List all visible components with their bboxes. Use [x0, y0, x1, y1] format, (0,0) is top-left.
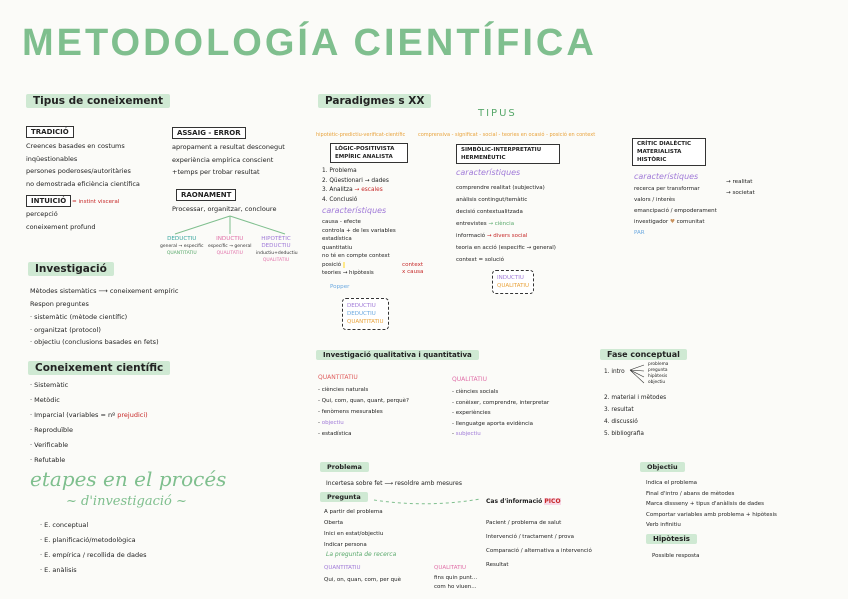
tradicio-list: [26, 140, 140, 190]
objectiu-item: Marca dissseny + tipus d'anàlisis de dades: [646, 501, 765, 507]
quanti-item: - ciències naturals: [318, 387, 369, 393]
investigacio-list: [30, 311, 159, 349]
interpretatiu-char: decisió contextualitzada: [456, 209, 523, 215]
pregunta-header: Pregunta: [320, 492, 368, 502]
etapa-item: · E. empírica / recollida de dades: [40, 551, 147, 559]
interpretatiu-box: SIMBÒLIC-INTERPRETATIU HERMENÈUTIC: [456, 144, 560, 164]
critic-char-head: característiques: [634, 172, 699, 181]
page-title: METODOLOGÍA CIENTÍFICA: [22, 22, 597, 64]
interpretatiu-char-head: característiques: [456, 168, 521, 177]
critic-char: valors / interès: [634, 197, 675, 203]
intuicio-item: percepció: [26, 210, 58, 218]
pico-list: [486, 516, 592, 572]
investigacio-line: Mètodes sistemàtics ⟶ coneixement empíric: [30, 287, 179, 295]
cc-item: · Sistemàtic: [30, 381, 69, 389]
positivista-box: LÒGIC-POSITIVISTA EMPÍRIC ANALISTA: [330, 143, 408, 163]
cc-item: · Metòdic: [30, 396, 60, 404]
pregunta-item: Oberta: [324, 520, 343, 526]
interpretatiu-char: context = solució: [456, 257, 504, 263]
pregunta-quali-lines: fins quin punt... com ho viuen...: [434, 575, 478, 590]
cc-item: · Refutable: [30, 456, 66, 464]
pregunta-item: Indicar persona: [324, 542, 367, 548]
critic-char: emancipació / empoderament: [634, 208, 717, 214]
assaig-item: apropament a resultat desconegut: [172, 143, 285, 151]
interpretatiu-char: entrevistes → ciència: [456, 221, 515, 227]
critic-char: recerca per transformar: [634, 186, 700, 192]
assaig-box: ASSAIG - ERROR: [172, 127, 246, 139]
fase-step: 4. discussió: [604, 419, 638, 425]
tipus-label: TIPUS: [478, 108, 517, 119]
tradicio-box: TRADICIÓ: [26, 126, 74, 138]
coneixement-cientific-header: Coneixement científic: [28, 361, 170, 375]
branch-detail: inductiu+deductiu: [256, 251, 298, 256]
problema-header: Problema: [320, 462, 369, 472]
positivista-char: controla + de les variables: [322, 227, 396, 234]
branch-sub: QUANTITATIU: [166, 251, 197, 256]
pico-item: Resultat: [486, 562, 509, 568]
investigacio-item: · organitzat (protocol): [30, 325, 101, 334]
etapa-item: · E. conceptual: [40, 521, 89, 529]
quali-item: - subjectiu: [452, 431, 481, 437]
critic-chars: [634, 184, 717, 239]
branch-sub: QUALITATIU: [216, 251, 243, 256]
branch-sub: QUALITATIU: [262, 258, 290, 263]
pregunta-pico-connector: [372, 494, 482, 508]
positivista-step: 2. Qüestionari → dades: [322, 177, 389, 184]
pico-item: Comparació / alternativa a intervenció: [486, 548, 592, 554]
intuicio-item: coneixement profund: [26, 222, 96, 231]
branch-detail: específic → general: [208, 244, 252, 249]
assaig-list: [172, 141, 285, 179]
quali-list: [452, 387, 549, 440]
pregunta-recerca: La pregunta de recerca: [326, 551, 397, 558]
problema-line: Incertesa sobre fet ⟶ resoldre amb mesures: [326, 480, 462, 487]
fase-header: Fase conceptual: [600, 349, 687, 360]
critic-char: investigador ♥ comunitat: [634, 219, 705, 225]
interpretatiu-char: informació → divers social: [456, 233, 528, 239]
fase-step: 2. material i mètodes: [604, 395, 667, 401]
positivista-char: quantitatiu: [322, 244, 353, 251]
positivista-char: posició: [322, 261, 396, 270]
positivista-char-head: característiques: [322, 206, 387, 215]
positivista-step: 1. Problema: [322, 168, 357, 174]
fase-step: 5. bibliografia: [604, 431, 644, 437]
intuicio-note: = instint visceral: [72, 199, 120, 205]
interpretatiu-dashbox: INDUCTIU QUALITATIU: [492, 270, 534, 294]
interpretatiu-char: teoria en acció (especific → general): [456, 245, 556, 251]
fase-step-1: 1. intro: [604, 369, 625, 375]
fase-intro-notes: problema pregunta hipòtesis objectiu: [648, 362, 669, 385]
branch-label: DEDUCTIU: [167, 236, 197, 242]
critic-notes: → realitat → societat: [726, 179, 755, 196]
objectiu-header: Objectiu: [640, 462, 685, 472]
etapa-item: · E. anàlisis: [40, 566, 77, 574]
etapes-subtitle: ~ d'investigació ~: [66, 494, 187, 509]
intuicio-box: INTUICIÓ: [26, 195, 71, 207]
critic-box: CRÍTIC DIALÈCTIC MATERIALISTA HISTÒRIC: [632, 138, 706, 166]
tradicio-item: persones poderoses/autoritàries: [26, 167, 131, 175]
positivista-step: 3. Analitza → escales: [322, 187, 383, 193]
hipotesi-line: Possible resposta: [652, 553, 700, 559]
positivista-char: estadística: [322, 236, 352, 242]
fase-step: 3. resultat: [604, 407, 634, 413]
investigacio-item: · objectiu (conclusions basades en fets): [30, 338, 159, 346]
etapa-item: · E. planificació/metodològica: [40, 536, 136, 544]
cc-item: · Reproduïble: [30, 426, 73, 434]
pico-item: Pacient / problema de salut: [486, 520, 562, 526]
pregunta-quali-head: QUALITATIU: [434, 565, 467, 571]
interpretatiu-tag: comprensiva - significat - social - teories en ocasió - posició en context: [418, 132, 596, 138]
branch-label: INDUCTIU: [216, 236, 244, 242]
quali-item: - experiències: [452, 410, 491, 416]
pregunta-list: [324, 507, 383, 551]
quanti-item: - estadística: [318, 431, 352, 437]
positivista-dashbox: DEDUCTIU DEDUCTIU QUANTITATIU: [342, 298, 389, 330]
cas-informacio: Cas d'informació PICO: [486, 498, 561, 505]
interpretatiu-char: comprendre realitat (subjectiva): [456, 185, 545, 191]
raonament-box: RAONAMENT: [176, 189, 236, 201]
fase-steps: [604, 392, 666, 440]
etapes-title: etapes en el procés: [30, 467, 227, 491]
objectiu-item: Verb infinitiu: [646, 522, 681, 528]
heart-icon: ♥: [669, 219, 675, 225]
branch-label: HIPOTÈTIC DEDUCTIU: [261, 236, 291, 249]
positivista-notes: context x causa: [402, 262, 424, 275]
positivista-char: causa - efecte: [322, 219, 361, 225]
pregunta-item: Inici en estat/objectiu: [324, 531, 384, 537]
positivista-tag: hipotètic-predictiu-verificat-científic: [316, 132, 406, 138]
pico-item: Intervenció / tractament / prova: [486, 534, 574, 540]
paradigmes-header: Paradigmes s XX: [318, 94, 431, 108]
quanti-item: - fenòmens mesurables: [318, 409, 383, 415]
quali-head: QUALITATIU: [452, 376, 487, 383]
raonament-line: Processar, organitzar, concloure: [172, 205, 277, 213]
objectiu-item: Comportar variables amb problema + hipòtesis: [646, 511, 777, 518]
positivista-steps: [322, 167, 389, 205]
tradicio-item: no demostrada eficiència científica: [26, 179, 140, 188]
imparcial-note: prejudici): [117, 411, 148, 419]
assaig-item: experiència empírica conscient: [172, 155, 274, 164]
objectiu-item: Indica el problema: [646, 480, 698, 486]
investigacio-lines: [30, 285, 178, 310]
quali-item: - llenguatge aporta evidència: [452, 420, 534, 427]
tipus-coneixement-header: Tipus de coneixement: [26, 94, 170, 108]
pregunta-item: A partir del problema: [324, 509, 383, 515]
interpretatiu-chars: [456, 182, 556, 266]
tradicio-item: Creences basades en costums: [26, 142, 125, 150]
intuicio-list: [26, 208, 95, 233]
investigacio-header: Investigació: [28, 262, 114, 276]
objectiu-item: Final d'intro / abans de mètodes: [646, 490, 735, 497]
tradicio-item: inqüestionables: [26, 154, 78, 163]
positivista-step: 4. Conclusió: [322, 196, 358, 203]
branch-deductiu: [160, 236, 204, 257]
quanti-item: - objectiu: [318, 420, 344, 426]
cc-item: · Imparcial (variables = nº prejudici): [30, 411, 148, 419]
interpretatiu-char: anàlisis contingut/temàtic: [456, 197, 528, 203]
positivista-char: teories → hipòtesis: [322, 270, 374, 276]
critic-char: PAR: [634, 230, 645, 236]
hipotesi-header: Hipòtesis: [646, 534, 697, 544]
quali-item: - ciències socials: [452, 389, 499, 395]
coneixement-cientific-list: [30, 378, 148, 468]
pregunta-quanti-head: QUANTITATIU: [324, 565, 361, 571]
branch-detail: general → específic: [160, 244, 204, 249]
branch-hipotetic: [256, 236, 296, 264]
pico-label: PICO: [544, 498, 561, 505]
quanti-item: - Qui, com, quan, quant, perquè?: [318, 398, 409, 404]
objectiu-list: [646, 478, 777, 531]
investigacio-line: Respon preguntes: [30, 299, 89, 308]
etapes-list: [40, 518, 146, 578]
positivista-footer: Popper: [330, 284, 350, 290]
quali-item: - conèixer, comprendre, interpretar: [452, 399, 550, 406]
pregunta-quanti-line: Qui, on, quan, com, per què: [324, 577, 402, 583]
branch-inductiu: [208, 236, 252, 257]
cc-item: · Verificable: [30, 441, 69, 449]
assaig-item: +temps per trobar resultat: [172, 168, 260, 176]
fase-intro-arrows: [628, 362, 648, 388]
positivista-chars: [322, 218, 396, 278]
quanti-head: QUANTITATIU: [318, 374, 358, 381]
investigacio-item: · sistemàtic (mètode científic): [30, 313, 128, 321]
positivista-char: no té en compte context: [322, 253, 390, 259]
quali-quanti-header: Investigació qualitativa i quantitativa: [316, 350, 479, 360]
quanti-list: [318, 385, 409, 440]
